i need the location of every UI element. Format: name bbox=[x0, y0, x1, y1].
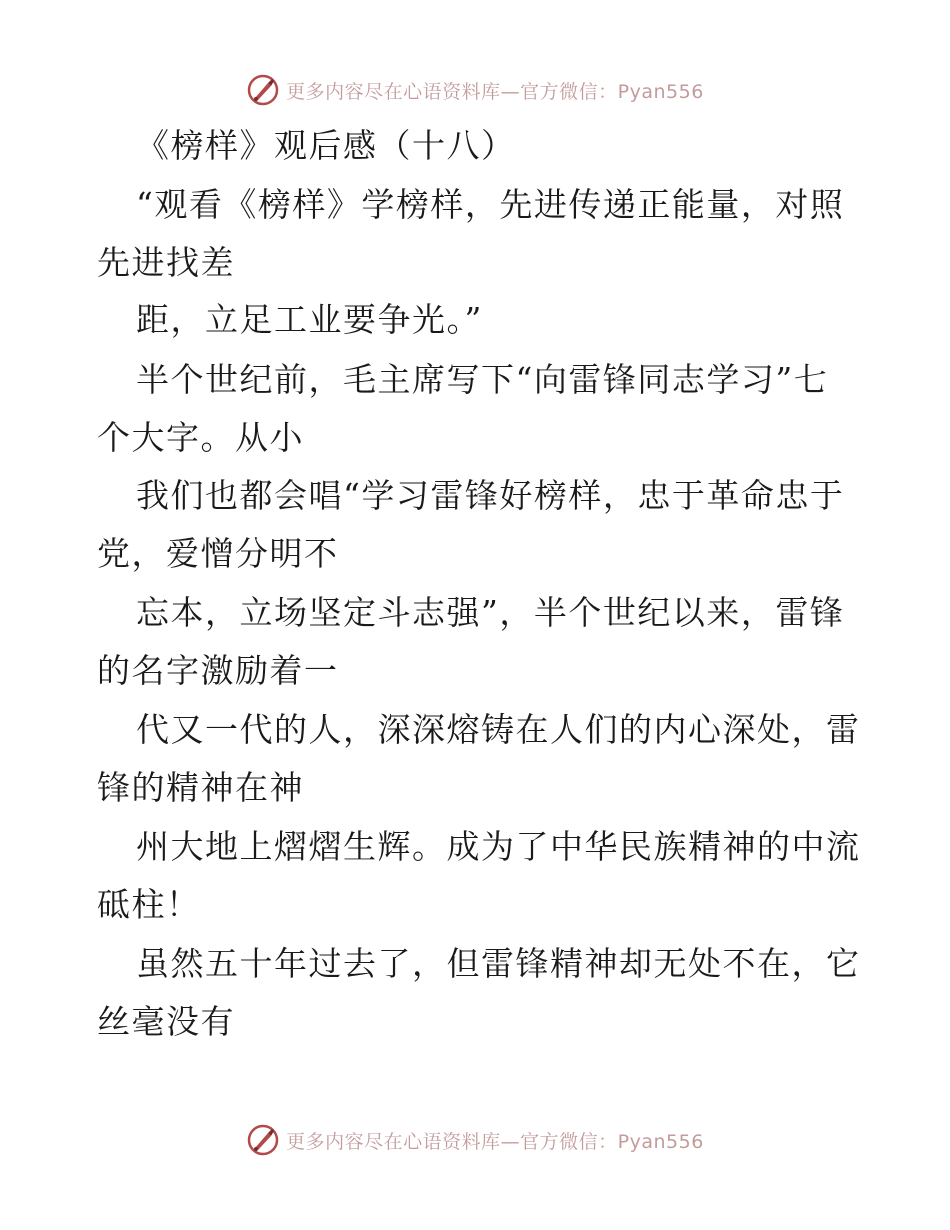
paragraph-line: 锋的精神在神 bbox=[97, 768, 304, 807]
fountain-pen-logo-icon bbox=[246, 1123, 280, 1157]
header-watermark-banner bbox=[0, 70, 950, 110]
paragraph-line: 代又一代的人，深深熔铸在人们的内心深处，雷 bbox=[136, 710, 861, 749]
paragraph-line: 丝毫没有 bbox=[97, 1002, 235, 1041]
document-title: 《榜样》观后感（十八） bbox=[136, 126, 516, 165]
paragraph-line: 州大地上熠熠生辉。成为了中华民族精神的中流 bbox=[136, 827, 861, 866]
paragraph-line: 个大字。从小 bbox=[97, 418, 304, 457]
paragraph-line: 半个世纪前，毛主席写下“向雷锋同志学习”七 bbox=[136, 360, 829, 399]
paragraph-line: 党，爱憎分明不 bbox=[97, 534, 339, 573]
paragraph-line: 虽然五十年过去了，但雷锋精神却无处不在，它 bbox=[136, 944, 861, 983]
paragraph-line: 砥柱！ bbox=[97, 885, 201, 924]
watermark-text: 更多内容尽在心语资料库—官方微信：Pyan556 bbox=[286, 80, 704, 103]
watermark-text: 更多内容尽在心语资料库—官方微信：Pyan556 bbox=[286, 1130, 704, 1153]
fountain-pen-logo-icon bbox=[246, 73, 280, 107]
paragraph-line: 先进找差 bbox=[97, 243, 235, 282]
paragraph-line: 我们也都会唱“学习雷锋好榜样，忠于革命忠于 bbox=[136, 476, 845, 515]
paragraph-line: “观看《榜样》学榜样，先进传递正能量，对照 bbox=[136, 185, 845, 224]
footer-watermark-banner bbox=[0, 1120, 950, 1160]
paragraph-line: 的名字激励着一 bbox=[97, 651, 339, 690]
paragraph-line: 忘本，立场坚定斗志强”，半个世纪以来，雷锋 bbox=[136, 593, 845, 632]
paragraph-line: 距，立足工业要争光。” bbox=[136, 300, 483, 339]
